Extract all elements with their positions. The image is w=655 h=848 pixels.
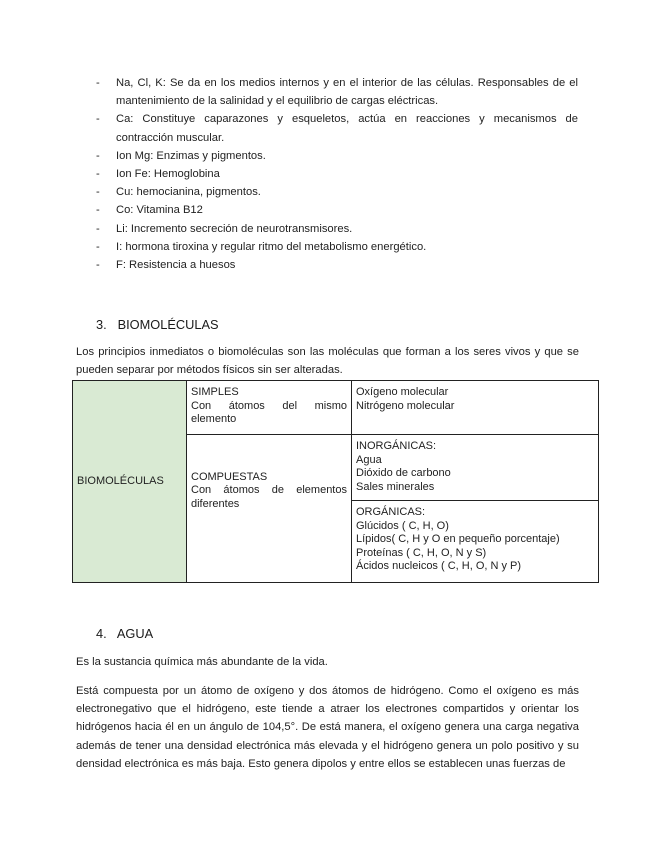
simples-item: Nitrógeno molecular — [356, 399, 455, 412]
inorganicas-title: INORGÁNICAS: — [356, 440, 437, 452]
inorganicas-item: Dióxido de carbono — [356, 467, 451, 480]
section-4-title: AGUA — [116, 626, 154, 641]
list-item: - Na, Cl, K: Se da en los medios internos y en el interior de las células. Responsables de el mantenimiento de la salinidad y el equilibrio de cargas eléctricas. — [96, 74, 578, 110]
organicas-cell — [352, 501, 599, 583]
inorganicas-cell — [352, 435, 599, 501]
compuestas-title: COMPUESTAS — [191, 470, 268, 483]
compuestas-desc-line1: Con átomos de elementos — [191, 484, 347, 497]
list-item: - F: Resistencia a huesos — [96, 256, 578, 274]
section-3-title: BIOMOLÉCULAS — [117, 317, 219, 332]
simples-cell — [187, 381, 352, 435]
simples-title: SIMPLES — [191, 386, 239, 398]
section-4-para-2: Está compuesta por un átomo de oxígeno y dos átomos de hidrógeno. Como el oxígeno es más electronegativo que el hidrógeno, este tiende a atraer los electrones compartidos y orientar los hidrógenos hacia él en un ángulo de 104,5°. De está manera, el oxígeno genera una carga negativa además de tener una densidad electrónica más elevada y el hidrógeno genera un polo positivo y su densidad electrónica es más baja. Esto genera dipolos y entre ellos se establecen unas fuerzas de — [76, 685, 579, 770]
table-category-cell: BIOMOLÉCULAS — [73, 381, 187, 583]
organicas-item: Proteínas ( C, H, O, N y S) — [356, 546, 487, 559]
organicas-item: Lípidos( C, H y O en pequeño porcentaje) — [356, 533, 560, 546]
section-4-para-1: Es la sustancia química más abundante de la vida. — [76, 656, 328, 668]
list-item: - Li: Incremento secreción de neurotransmisores. — [96, 220, 578, 238]
section-3-intro: Los principios inmediatos o biomoléculas son las moléculas que forman a los seres vivos y que se pueden separar por métodos físicos sin ser alteradas. — [76, 346, 579, 377]
list-item: - Ion Fe: Hemoglobina — [96, 165, 578, 183]
list-item: - Ion Mg: Enzimas y pigmentos. — [96, 147, 578, 165]
section-3-number: 3. — [96, 317, 107, 332]
compuestas-desc-line2: diferentes — [191, 497, 240, 510]
section-3-heading — [96, 317, 219, 332]
inorganicas-item: Sales minerales — [356, 480, 435, 493]
compuestas-cell — [187, 435, 352, 583]
section-4-heading — [96, 626, 153, 641]
organicas-item: Glúcidos ( C, H, O) — [356, 519, 449, 532]
simples-desc-line1: Con átomos del mismo — [191, 399, 347, 412]
inorganicas-item: Agua — [356, 453, 382, 466]
list-item: - Co: Vitamina B12 — [96, 201, 578, 219]
organicas-item: Ácidos nucleicos ( C, H, O, N y P) — [356, 560, 522, 573]
section-4-number: 4. — [96, 626, 107, 641]
list-item: - Cu: hemocianina, pigmentos. — [96, 183, 578, 201]
list-item: - I: hormona tiroxina y regular ritmo del metabolismo energético. — [96, 238, 578, 256]
list-item: - Ca: Constituye caparazones y esqueletos, actúa en reacciones y mecanismos de contracción muscular. — [96, 110, 578, 146]
ions-list — [96, 74, 578, 274]
biomolecules-table — [72, 380, 599, 583]
simples-desc-line2: elemento — [191, 413, 237, 426]
organicas-title: ORGÁNICAS: — [356, 506, 426, 518]
simples-item: Oxígeno molecular — [356, 386, 449, 398]
simples-examples-cell — [352, 381, 599, 435]
